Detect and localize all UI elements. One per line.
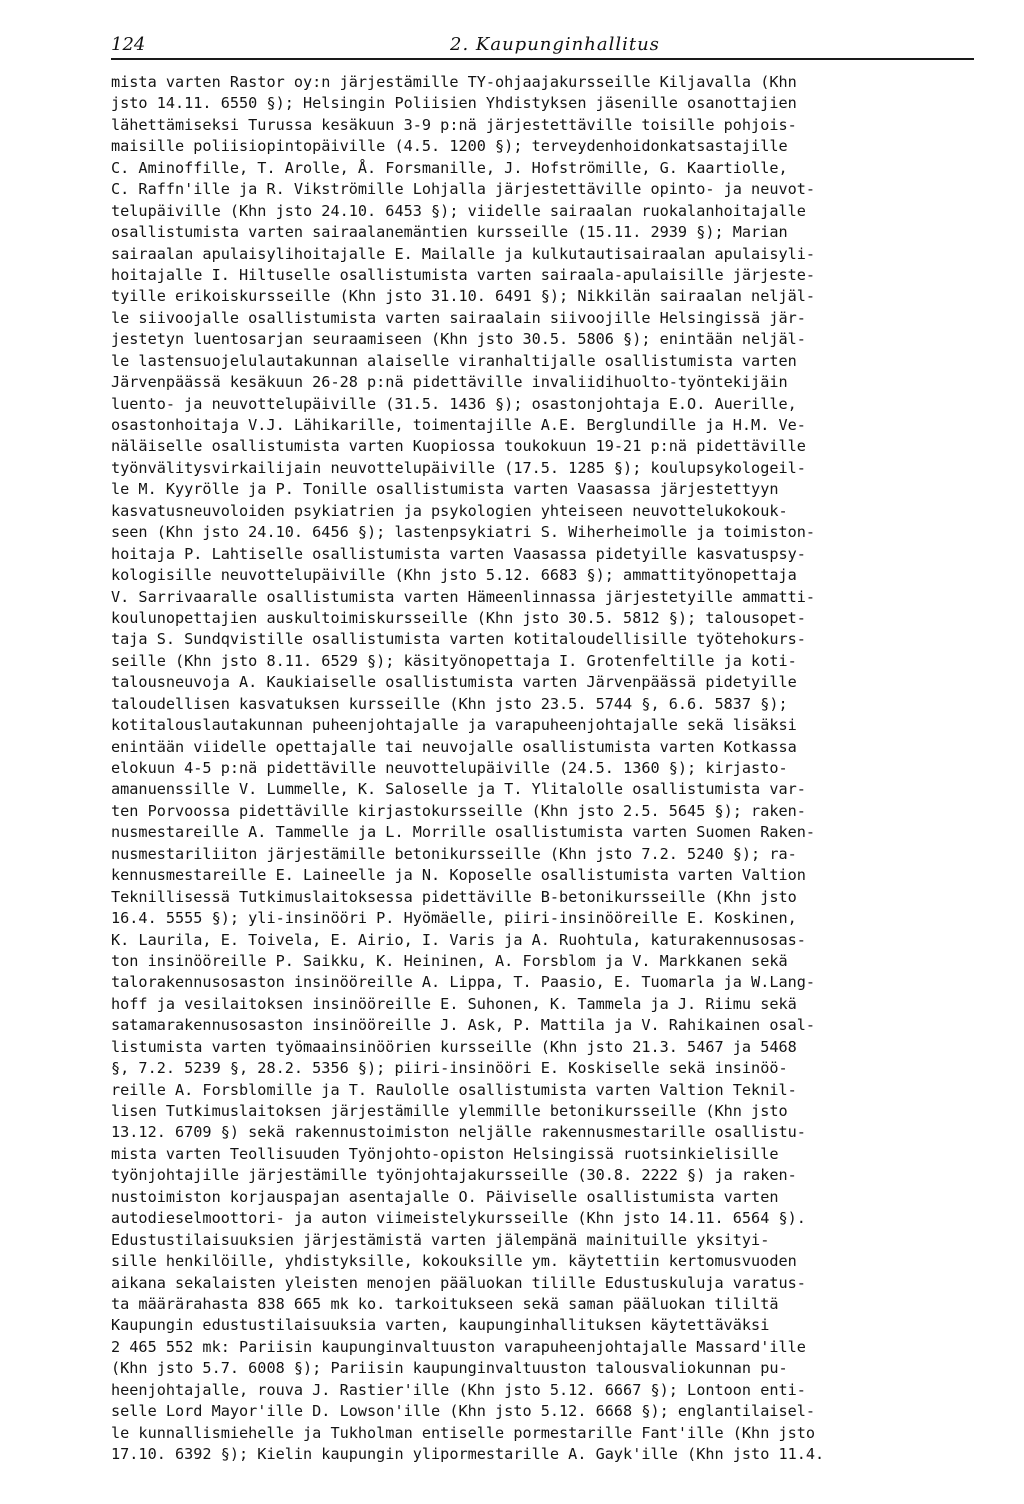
text-line: taja S. Sundqvistille osallistumista varten kotitaloudellisille työtehokurs- bbox=[111, 630, 806, 649]
text-line: K. Laurila, E. Toivela, E. Airio, I. Varis ja A. Ruohtula, katurakennusosas- bbox=[111, 930, 806, 949]
text-line: V. Sarrivaaralle osallistumista varten Hämeenlinnassa järjestetyille ammatti- bbox=[111, 587, 816, 606]
text-line: Teknillisessä Tutkimuslaitoksessa pidettäville B-betonikursseille (Khn jsto bbox=[111, 887, 797, 906]
text-line: kotitalouslautakunnan puheenjohtajalle ja varapuheenjohtajalle sekä lisäksi bbox=[111, 716, 797, 735]
body-text bbox=[111, 72, 991, 1465]
text-line: Edustustilaisuuksien järjestämistä varten jälempänä mainituille yksityi- bbox=[111, 1230, 770, 1249]
text-line: hoitaja P. Lahtiselle osallistumista varten Vaasassa pidetyille kasvatuspsy- bbox=[111, 544, 806, 563]
text-line: lisen Tutkimuslaitoksen järjestämille ylemmille betonikursseille (Khn jsto bbox=[111, 1102, 788, 1120]
text-line: lähettämiseksi Turussa kesäkuun 3-9 p:nä järjestettäville toisille pohjois- bbox=[111, 115, 797, 134]
text-line: le siivoojalle osallistumista varten sairaalain siivoojille Helsingissä jär- bbox=[111, 308, 806, 327]
text-line: osallistumista varten sairaalanemäntien kursseille (15.11. 2939 §); Marian bbox=[111, 223, 788, 242]
text-line: kennusmestareille E. Laineelle ja N. Koposelle osallistumista varten Valtion bbox=[111, 866, 806, 885]
text-line: selle Lord Mayor'ille D. Lowson'ille (Khn jsto 5.12. 6668 §); englantilaisel- bbox=[111, 1402, 816, 1421]
text-line: 2 465 552 mk: Pariisin kaupunginvaltuuston varapuheenjohtajalle Massard'ille bbox=[111, 1337, 806, 1356]
text-line: hoitajalle I. Hiltuselle osallistumista varten sairaala-apulaisille järjeste- bbox=[111, 265, 816, 284]
text-line: tyille erikoiskursseille (Khn jsto 31.10. 6491 §); Nikkilän sairaalan neljäl- bbox=[111, 287, 816, 306]
text-line: 17.10. 6392 §); Kielin kaupungin ylipormestarille A. Gayk'ille (Khn jsto 11.4. bbox=[111, 1445, 825, 1463]
text-line: telupäiville (Khn jsto 24.10. 6453 §); viidelle sairaalan ruokalanhoitajalle bbox=[111, 201, 806, 220]
text-line: osastonhoitaja V.J. Lähikarille, toimentajille A.E. Berglundille ja H.M. Ve- bbox=[111, 416, 806, 434]
text-line: nusmestariliiton järjestämille betonikursseille (Khn jsto 7.2. 5240 §); ra- bbox=[111, 844, 797, 863]
running-title: 2. Kaupunginhallitus bbox=[450, 34, 660, 55]
text-line: ton insinööreille P. Saikku, K. Heininen, A. Forsblom ja V. Markkanen sekä bbox=[111, 951, 788, 970]
text-line: Järvenpäässä kesäkuun 26-28 p:nä pidettäville invaliidihuolto-työntekijäin bbox=[111, 373, 788, 392]
text-line: aikana sekalaisten yleisten menojen pääluokan tilille Edustuskuluja varatus- bbox=[111, 1273, 806, 1292]
text-line: ta määrärahasta 838 665 mk ko. tarkoitukseen sekä saman pääluokan tililtä bbox=[111, 1294, 779, 1313]
text-line: näläiselle osallistumista varten Kuopiossa toukokuun 19-21 p:nä pidettäville bbox=[111, 437, 806, 456]
text-line: 13.12. 6709 §) sekä rakennustoimiston neljälle rakennusmestarille osallistu- bbox=[111, 1123, 806, 1142]
text-line: jsto 14.11. 6550 §); Helsingin Poliisien Yhdistyksen jäsenille osanottajien bbox=[111, 94, 797, 113]
text-line: ten Porvoossa pidettäville kirjastokursseille (Khn jsto 2.5. 5645 §); raken- bbox=[111, 801, 806, 820]
text-line: maisille poliisiopintopäiville (4.5. 1200 §); terveydenhoidonkatsastajille bbox=[111, 137, 788, 156]
text-line: työnjohtajille järjestämille työnjohtajakursseille (30.8. 2222 §) ja raken- bbox=[111, 1166, 797, 1185]
text-line: reille A. Forsblomille ja T. Raulolle osallistumista varten Valtion Teknil- bbox=[111, 1080, 797, 1099]
text-line: työnvälitysvirkailijain neuvottelupäiville (17.5. 1285 §); koulupsykologeil- bbox=[111, 458, 806, 477]
page-header bbox=[111, 34, 974, 60]
text-line: le lastensuojelulautakunnan alaiselle viranhaltijalle osallistumista varten bbox=[111, 351, 797, 370]
text-line: mista varten Teollisuuden Työnjohto-opiston Helsingissä ruotsinkielisille bbox=[111, 1144, 779, 1163]
text-line: talorakennusosaston insinööreille A. Lippa, T. Paasio, E. Tuomarla ja W.Lang- bbox=[111, 973, 816, 992]
text-line: le M. Kyyrölle ja P. Tonille osallistumista varten Vaasassa järjestettyyn bbox=[111, 480, 779, 499]
text-line: Kaupungin edustustilaisuuksia varten, kaupunginhallituksen käytettäväksi bbox=[111, 1316, 770, 1335]
text-line: autodieselmoottori- ja auton viimeistelykursseille (Khn jsto 14.11. 6564 §). bbox=[111, 1209, 806, 1228]
text-line: kologisille neuvottelupäiville (Khn jsto 5.12. 6683 §); ammattityönopettaja bbox=[111, 566, 797, 585]
text-line: talousneuvoja A. Kaukiaiselle osallistumista varten Järvenpäässä pidetyille bbox=[111, 673, 797, 692]
text-line: heenjohtajalle, rouva J. Rastier'ille (Khn jsto 5.12. 6667 §); Lontoon enti- bbox=[111, 1380, 806, 1399]
text-line: sille henkilöille, yhdistyksille, kokouksille ym. käytettiin kertomusvuoden bbox=[111, 1252, 797, 1271]
text-line: luento- ja neuvottelupäiville (31.5. 1436 §); osastonjohtaja E.O. Auerille, bbox=[111, 394, 797, 413]
text-line: elokuun 4-5 p:nä pidettäville neuvottelupäiville (24.5. 1360 §); kirjasto- bbox=[111, 759, 788, 777]
text-line: C. Raffn'ille ja R. Vikströmille Lohjalla järjestettäville opinto- ja neuvot- bbox=[111, 180, 816, 199]
text-line: 16.4. 5555 §); yli-insinööri P. Hyömäelle, piiri-insinööreille E. Koskinen, bbox=[111, 909, 797, 928]
text-line: seen (Khn jsto 24.10. 6456 §); lastenpsykiatri S. Wiherheimolle ja toimiston- bbox=[111, 523, 816, 542]
text-line: nustoimiston korjauspajan asentajalle O. Päiviselle osallistumista varten bbox=[111, 1187, 779, 1206]
text-line: C. Aminoffille, T. Arolle, Å. Forsmanille, J. Hofströmille, G. Kaartiolle, bbox=[111, 158, 788, 177]
text-line: enintään viidelle opettajalle tai neuvojalle osallistumista varten Kotkassa bbox=[111, 737, 797, 756]
text-line: satamarakennusosaston insinööreille J. Ask, P. Mattila ja V. Rahikainen osal- bbox=[111, 1016, 816, 1035]
text-line: le kunnallismiehelle ja Tukholman entiselle pormestarille Fant'ille (Khn jsto bbox=[111, 1423, 816, 1442]
text-line: §, 7.2. 5239 §, 28.2. 5356 §); piiri-insinööri E. Koskiselle sekä insinöö- bbox=[111, 1059, 788, 1078]
text-line: nusmestareille A. Tammelle ja L. Morrille osallistumista varten Suomen Raken- bbox=[111, 823, 816, 842]
text-line: mista varten Rastor oy:n järjestämille TY-ohjaajakursseille Kiljavalla (Khn bbox=[111, 73, 797, 91]
page-number: 124 bbox=[111, 34, 146, 55]
text-line: koulunopettajien auskultoimiskursseille (Khn jsto 30.5. 5812 §); talousopet- bbox=[111, 608, 806, 627]
text-line: sairaalan apulaisylihoitajalle E. Mailalle ja kulkutautisairaalan apulaisyli- bbox=[111, 244, 816, 263]
text-line: jestetyn luentosarjan seuraamiseen (Khn jsto 30.5. 5806 §); enintään neljäl- bbox=[111, 330, 806, 349]
text-line: kasvatusneuvoloiden psykiatrien ja psykologien yhteiseen neuvottelukokouk- bbox=[111, 501, 788, 520]
text-line: amanuenssille V. Lummelle, K. Saloselle ja T. Ylitalolle osallistumista var- bbox=[111, 780, 806, 799]
text-line: (Khn jsto 5.7. 6008 §); Pariisin kaupunginvaltuuston talousvaliokunnan pu- bbox=[111, 1359, 788, 1378]
text-line: seille (Khn jsto 8.11. 6529 §); käsityönopettaja I. Grotenfeltille ja koti- bbox=[111, 651, 797, 670]
text-line: listumista varten työmaainsinöörien kursseille (Khn jsto 21.3. 5467 ja 5468 bbox=[111, 1037, 797, 1056]
text-line: hoff ja vesilaitoksen insinööreille E. Suhonen, K. Tammela ja J. Riimu sekä bbox=[111, 994, 797, 1013]
text-line: taloudellisen kasvatuksen kursseille (Khn jsto 23.5. 5744 §, 6.6. 5837 §); bbox=[111, 694, 788, 713]
